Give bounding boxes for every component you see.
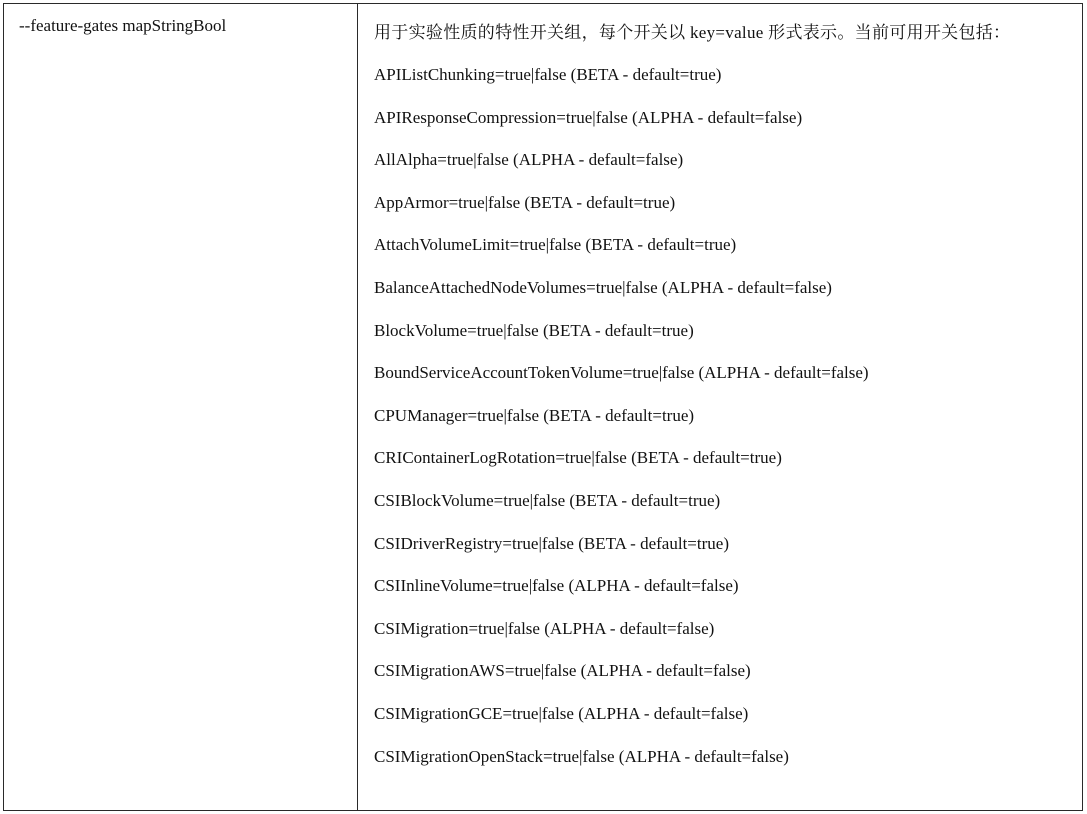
parameter-table	[3, 3, 1083, 811]
feature-gate-item: CSIMigration=true|false (ALPHA - default=false)	[374, 618, 715, 638]
description-intro: 用于实验性质的特性开关组，每个开关以 key=value 形式表示。当前可用开关包括：	[374, 23, 1011, 42]
feature-gate-item: CSIMigrationGCE=true|false (ALPHA - default=false)	[374, 703, 749, 723]
flag-name: --feature-gates mapStringBool	[19, 16, 227, 35]
feature-gate-item: CSIMigrationOpenStack=true|false (ALPHA - default=false)	[374, 746, 789, 766]
feature-gate-item: CSIInlineVolume=true|false (ALPHA - default=false)	[374, 576, 739, 596]
flag-cell	[4, 4, 358, 810]
feature-gate-item: AllAlpha=true|false (ALPHA - default=false)	[374, 150, 684, 170]
description-cell	[358, 4, 1082, 810]
feature-gate-item: BlockVolume=true|false (BETA - default=true)	[374, 320, 694, 340]
feature-gate-item: CPUManager=true|false (BETA - default=true)	[374, 405, 695, 425]
feature-gate-item: CSIDriverRegistry=true|false (BETA - default=true)	[374, 533, 729, 553]
feature-gate-item: APIResponseCompression=true|false (ALPHA - default=false)	[374, 107, 803, 127]
feature-gate-item: CRIContainerLogRotation=true|false (BETA - default=true)	[374, 448, 782, 468]
feature-gate-item: APIListChunking=true|false (BETA - default=true)	[374, 65, 722, 84]
feature-gate-list	[374, 54, 1082, 778]
feature-gate-item: BalanceAttachedNodeVolumes=true|false (ALPHA - default=false)	[374, 277, 832, 297]
feature-gate-item: BoundServiceAccountTokenVolume=true|false (ALPHA - default=false)	[374, 363, 869, 383]
feature-gate-item: AttachVolumeLimit=true|false (BETA - default=true)	[374, 235, 737, 255]
feature-gate-item: CSIBlockVolume=true|false (BETA - default=true)	[374, 490, 721, 510]
feature-gate-item: CSIMigrationAWS=true|false (ALPHA - default=false)	[374, 661, 751, 681]
feature-gate-item: AppArmor=true|false (BETA - default=true)	[374, 192, 676, 212]
